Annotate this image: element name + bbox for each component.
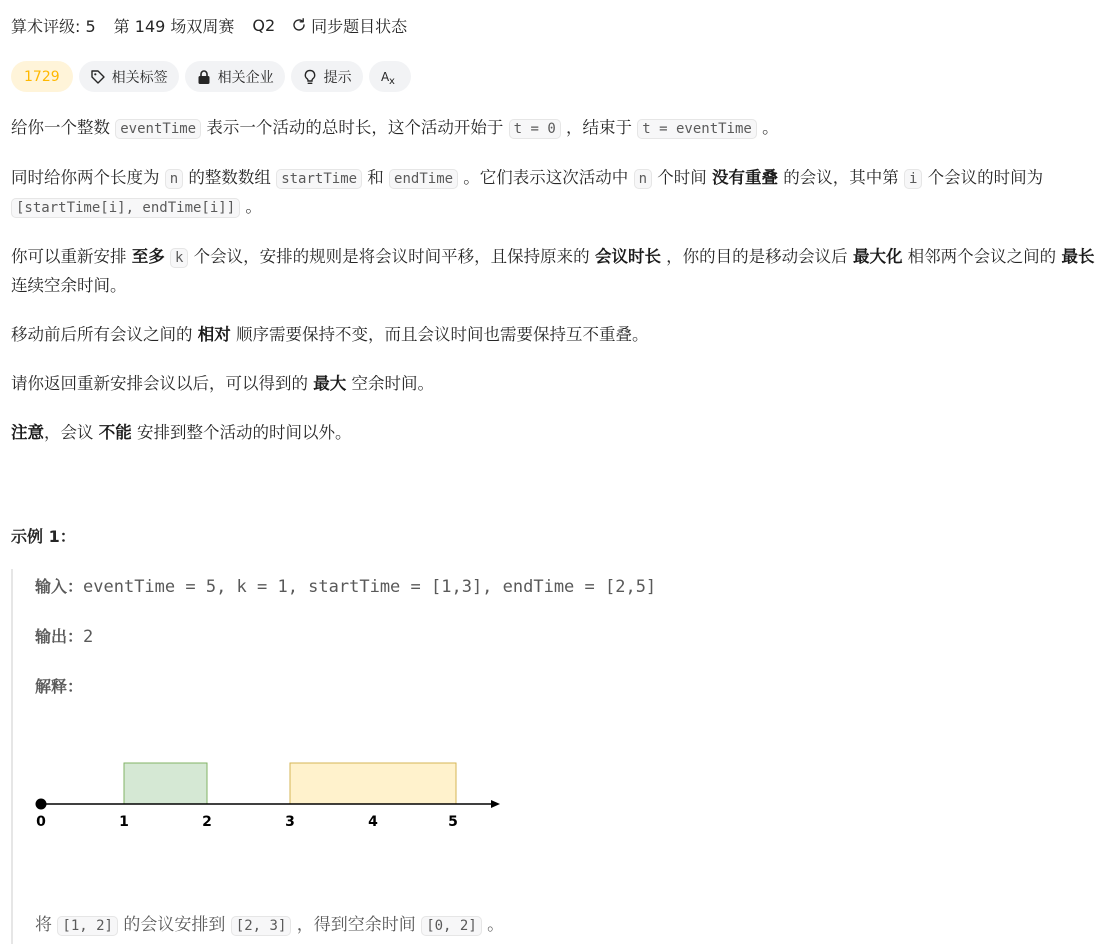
example-output — [35, 624, 93, 647]
paragraph-2 — [11, 164, 1096, 222]
output-value: 2 — [83, 627, 94, 647]
bold-text: 会议时长 — [594, 247, 661, 266]
paragraph-1 — [11, 114, 1096, 143]
text: 的会议安排到 — [117, 915, 231, 935]
bold-text: 至多 — [131, 247, 165, 266]
paragraph-3 — [11, 243, 1096, 300]
bold-text: 最长 — [1061, 247, 1095, 266]
text: 。 — [240, 197, 262, 216]
text: 顺序需要保持不变，而且会议时间也需要保持互不重叠。 — [230, 325, 649, 344]
difficulty-rating: 算术评级: 5 — [11, 16, 96, 36]
axis-arrow-icon — [491, 800, 500, 808]
sync-status-label: 同步题目状态 — [311, 16, 408, 36]
text: 你可以重新安排 — [11, 247, 132, 266]
timeline-diagram — [36, 741, 509, 841]
hints-button[interactable] — [291, 61, 363, 92]
rating-badge: 1729 — [11, 61, 73, 92]
input-label: 输入： — [35, 577, 84, 596]
text: 连续空余时间。 — [11, 276, 127, 295]
input-value: eventTime = 5, k = 1, startTime = [1,3], endTime = [2,5] — [83, 577, 657, 597]
text: 和 — [362, 168, 390, 187]
related-tags-label: 相关标签 — [111, 69, 168, 86]
inline-code: eventTime — [115, 119, 201, 139]
bold-text: 最大 — [313, 374, 347, 393]
tag-icon — [90, 69, 106, 85]
inline-code: [0, 2] — [421, 916, 482, 936]
svg-text:A: A — [380, 69, 389, 84]
paragraph-5 — [11, 370, 1096, 398]
inline-code: [1, 2] — [57, 916, 118, 936]
tick-label: 5 — [448, 814, 458, 830]
example-input — [35, 574, 656, 597]
inline-code: t = eventTime — [637, 119, 757, 139]
text: 的会议，其中第 — [778, 168, 904, 187]
text: 移动前后所有会议之间的 — [11, 325, 198, 344]
meeting-1-block — [124, 763, 207, 804]
tick-label: 4 — [368, 814, 378, 830]
lock-icon — [196, 69, 212, 85]
text: ，会议 — [44, 423, 99, 442]
translate-button[interactable] — [369, 61, 411, 92]
inline-code: n — [165, 169, 183, 189]
sync-status-button[interactable] — [291, 14, 407, 37]
tick-label: 3 — [285, 814, 295, 830]
text: 请你返回重新安排会议以后，可以得到的 — [11, 374, 314, 393]
related-companies-button[interactable] — [185, 61, 285, 92]
text: 安排到整个活动的时间以外。 — [131, 423, 352, 442]
text: 个会议，安排的规则是将会议时间平移，且保持原来的 — [188, 247, 595, 266]
example-block — [11, 569, 1096, 944]
bold-text: 没有重叠 — [712, 168, 778, 187]
bold-text: 最大化 — [852, 247, 903, 266]
text: 空余时间。 — [346, 374, 434, 393]
paragraph-6 — [11, 419, 1096, 447]
inline-code: i — [904, 169, 922, 189]
lightbulb-icon — [302, 69, 318, 85]
text: ，结束于 — [560, 118, 638, 137]
inline-code: endTime — [389, 169, 458, 189]
tag-bar — [11, 61, 411, 92]
contest-name[interactable]: 第 149 场双周赛 — [113, 16, 235, 36]
bold-text: 不能 — [98, 423, 132, 442]
example-note — [35, 910, 504, 935]
output-label: 输出： — [35, 627, 84, 646]
tick-label: 2 — [202, 814, 212, 830]
bold-text: 注意 — [11, 423, 44, 442]
paragraph-4 — [11, 321, 1096, 349]
problem-header — [11, 13, 407, 37]
tick-label: 1 — [119, 814, 129, 830]
refresh-icon — [291, 17, 307, 33]
text: 相邻两个会议之间的 — [902, 247, 1062, 266]
text: 的整数数组 — [183, 168, 277, 187]
svg-text:x: x — [388, 75, 395, 87]
text: 表示一个活动的总时长，这个活动开始于 — [201, 118, 509, 137]
text: 同时给你两个长度为 — [11, 168, 165, 187]
bold-text: 相对 — [197, 325, 231, 344]
problem-description — [11, 114, 1096, 468]
text: 给你一个整数 — [11, 118, 116, 137]
inline-code: n — [634, 169, 652, 189]
explanation-label: 解释： — [35, 677, 84, 696]
text: ，你的目的是移动会议后 — [660, 247, 853, 266]
inline-code: k — [170, 248, 188, 268]
inline-code: startTime — [276, 169, 362, 189]
text: 。 — [481, 915, 505, 935]
text: 将 — [35, 915, 58, 935]
tick-label: 0 — [36, 814, 46, 830]
inline-code: [startTime[i], endTime[i]] — [11, 198, 240, 218]
text: 。它们表示这次活动中 — [458, 168, 634, 187]
question-number: Q2 — [252, 15, 276, 35]
related-companies-label: 相关企业 — [217, 69, 274, 86]
inline-code: [2, 3] — [231, 916, 292, 936]
text: 个时间 — [652, 168, 712, 187]
inline-code: t = 0 — [509, 119, 561, 139]
hints-label: 提示 — [323, 69, 352, 86]
origin-dot — [36, 799, 47, 810]
text: 个会议的时间为 — [922, 168, 1044, 187]
meeting-2-block — [290, 763, 456, 804]
text: 。 — [756, 118, 779, 137]
translate-icon — [381, 69, 399, 85]
example-explanation — [35, 674, 83, 697]
text: ，得到空余时间 — [291, 915, 422, 935]
example-title: 示例 1： — [11, 527, 76, 546]
related-tags-button[interactable] — [79, 61, 179, 92]
